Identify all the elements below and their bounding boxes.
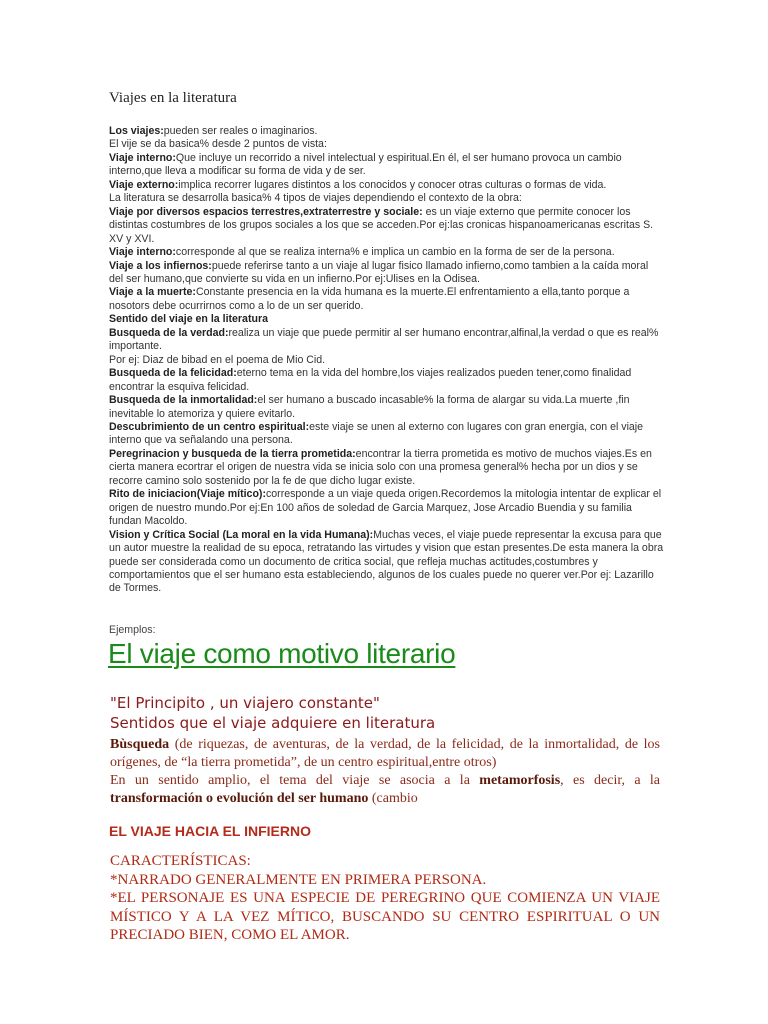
entry-term: Viaje a la muerte: xyxy=(109,286,196,299)
entry-text: corresponde al que se realiza interna% e implica un cambio en la forma de ser de la persona. xyxy=(175,246,615,259)
entry-term: Viaje a los infiernos: xyxy=(109,259,212,272)
entry-term: Los viajes: xyxy=(109,125,164,137)
paragraph-text: En un sentido amplio, el tema del viaje se asocia a la xyxy=(110,773,480,788)
entry xyxy=(109,313,664,326)
entry xyxy=(109,448,664,488)
entry xyxy=(109,138,664,151)
entry-text: implica recorrer lugares distintos a los conocidos y conocer otras culturas o formas de vida. xyxy=(178,178,607,191)
entry-text: realiza un viaje que puede permitir al ser humano encontrar,alfinal,la verdad o que es real% importante. xyxy=(109,326,659,353)
paragraph-busqueda xyxy=(110,736,660,772)
paragraph-text: (cambio xyxy=(368,791,418,806)
entry-text: Por ej: Diaz de bibad en el poema de Mio Cid. xyxy=(109,353,326,366)
entry-text: este viaje se unen al externo con lugares con gran energia, con el viaje interno que va señalando una persona. xyxy=(109,420,644,447)
entry-term: Rito de iniciacion(Viaje mítico): xyxy=(109,488,266,501)
entry-text: es un viaje externo que permite conocer los distintas costumbres de los grupos sociales a los que se acceden.Por ej:las cronicas hispanoamericanas escritas S. XV y XVI. xyxy=(109,205,654,245)
entry-term: Viaje interno: xyxy=(109,151,176,164)
definitions-block xyxy=(109,125,664,596)
entry-term: Viaje externo: xyxy=(109,178,179,191)
entry-term: Peregrinacion y busqueda de la tierra prometida: xyxy=(109,447,356,460)
busqueda-term: Bùsqueda xyxy=(110,737,170,752)
entry-text: Que incluye un recorrido a nivel intelectual y espiritual.En él, el ser humano provoca un cambio interno,que lleva a modificar su forma de vida y de ser. xyxy=(109,151,622,178)
paragraph-metamorfosis xyxy=(110,772,660,808)
entry xyxy=(109,421,664,448)
entry xyxy=(109,354,664,367)
entry-term: Busqueda de la inmortalidad: xyxy=(109,394,258,407)
document-title: Viajes en la literatura xyxy=(109,90,237,106)
entry xyxy=(109,152,664,179)
entry-term: Sentido del viaje en la literatura xyxy=(109,313,268,326)
entry xyxy=(109,327,664,354)
subtitle-sentidos: Sentidos que el viaje adquiere en literatura xyxy=(110,714,436,732)
caracteristicas-block xyxy=(110,852,660,945)
main-heading: El viaje como motivo literario xyxy=(108,638,456,669)
entry xyxy=(109,529,664,596)
busqueda-text: (de riquezas, de aventuras, de la verdad, de la felicidad, de la inmortalidad, de los orígenes, de “la tierra prometida”, de un centro espiritual,entre otros) xyxy=(110,737,660,770)
entry-text: el ser humano a buscado incasable% la forma de alargar su vida.La muerte ,fin inevitable lo atemoriza y quiere evitarlo. xyxy=(109,394,630,420)
entry-text: corresponde a un viaje queda origen.Recordemos la mitologia intentar de explicar el origen de nuestro mundo.Por ej:En 100 años de soledad de Garcia Marquez, Jose Arcadio Buendia y su familia fundan Macoldo. xyxy=(109,488,662,528)
entry-text: eterno tema en la vida del hombre,los viajes realizados pueden tener,como finalidad encontrar la esquiva felicidad. xyxy=(109,367,632,393)
entry-term: Viaje interno: xyxy=(109,246,176,259)
entry xyxy=(109,192,664,205)
caracteristicas-heading: CARACTERÍSTICAS: xyxy=(110,853,251,869)
metamorfosis-term: metamorfosis xyxy=(479,773,561,788)
entry-text: La literatura se desarrolla basica% 4 tipos de viajes dependiendo el contexto de la obra: xyxy=(109,192,522,205)
entry-text: encontrar la tierra prometida es motivo de muchos viajes.Es en cierta manera ecortrar el origen de nuestra vida se inicia solo con una promesa general% hecha por un dios y se recorre camino solo sostenido por la fe de que dicho lugar existe. xyxy=(109,447,652,487)
entry-text: pueden ser reales o imaginarios. xyxy=(163,125,318,137)
paragraph-text: , es decir, a la xyxy=(560,773,660,788)
entry-term: Busqueda de la felicidad: xyxy=(109,367,237,380)
entry-text: puede referirse tanto a un viaje al lugar fisico llamado infierno,como tambien a la caída moral del ser humano,que convierte su vida en un infierno.Por ej:Ulises en la Odisea. xyxy=(109,259,649,285)
transformacion-term: transformación o evolución del ser humano xyxy=(110,791,369,806)
entry xyxy=(109,125,664,138)
caracteristica-item: *EL PERSONAJE ES UNA ESPECIE DE PEREGRINO QUE COMIENZA UN VIAJE MÍSTICO Y A LA VEZ MÍTICO, BUSCANDO SU CENTRO ESPIRITUAL O UN PRECIADO BIEN, COMO EL AMOR. xyxy=(110,890,660,944)
entry xyxy=(109,206,664,246)
entry-term: Viaje por diversos espacios terrestres,extraterrestre y sociale: xyxy=(109,205,423,218)
examples-label: Ejemplos: xyxy=(109,624,156,636)
entry-text: Muchas veces, el viaje puede representar la excusa para que un autor muestre la realidad de su epoca, retratando las virtudes y vision que estan presentes.De esta manera la obra puede ser considerada como un documento de critica social, que refleja muchas actitudes,costumbres y comportamientos que el ser humano esta estableciendo, algunos de los cuales puede no querer ver.Por ej: Lazarillo de Tormes. xyxy=(109,528,664,595)
subtitle-principito: "El Principito , un viajero constante" xyxy=(110,694,380,712)
entry xyxy=(109,394,664,421)
caracteristica-item: *NARRADO GENERALMENTE EN PRIMERA PERSONA. xyxy=(110,871,487,888)
entry xyxy=(109,260,664,287)
entry-term: Descubrimiento de un centro espiritual: xyxy=(109,420,310,433)
entry xyxy=(109,488,664,528)
entry-text: El vije se da basica% desde 2 puntos de vista: xyxy=(109,138,327,151)
entry xyxy=(109,286,664,313)
entry-term: Busqueda de la verdad: xyxy=(109,326,229,339)
entry-term: Vision y Crítica Social (La moral en la vida Humana): xyxy=(109,528,374,541)
section-heading-infierno: EL VIAJE HACIA EL INFIERNO xyxy=(109,823,311,839)
entry xyxy=(109,367,664,394)
entry xyxy=(109,179,664,192)
entry-text: Constante presencia en la vida humana es la muerte.El enfrentamiento a ella,tanto porque a nosotors debe ocurrirnos como a lo de un ser querido. xyxy=(109,286,630,312)
entry xyxy=(109,246,664,259)
